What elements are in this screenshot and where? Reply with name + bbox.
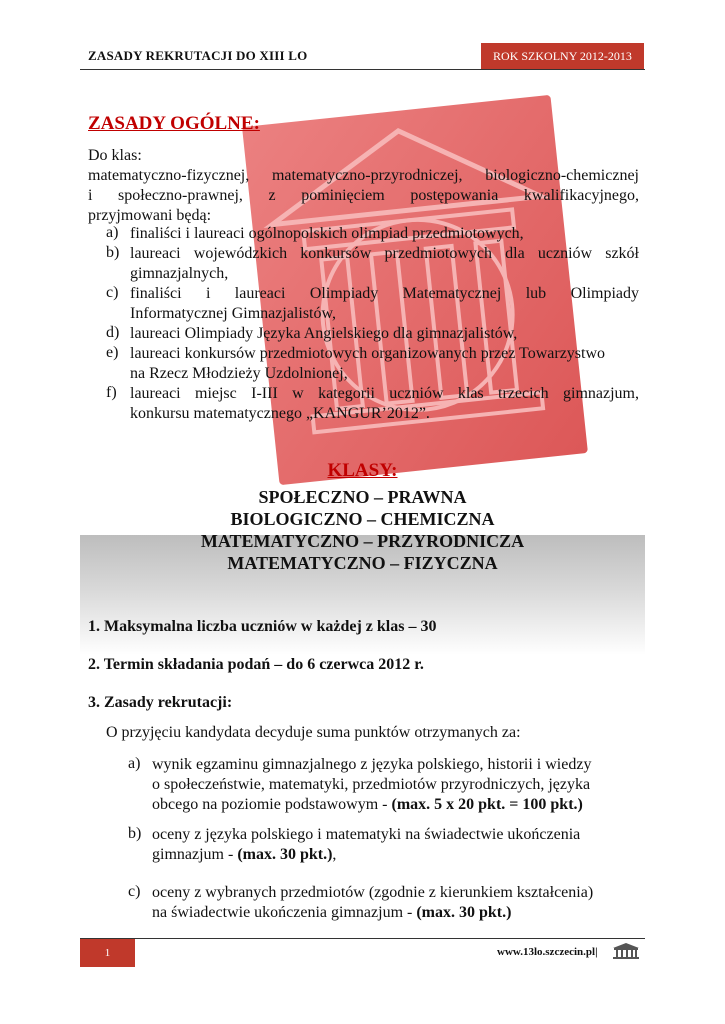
class-name: SPOŁECZNO – PRAWNA [258, 487, 467, 507]
page-number: 1 [80, 939, 135, 967]
criterion-label: b) [128, 825, 142, 842]
header-divider [80, 69, 645, 70]
school-building-icon [612, 942, 640, 960]
list-item: konkursu matematycznego „KANGUR’2012”. [130, 405, 430, 422]
rule-recruitment-heading: 3. Zasady rekrutacji: [88, 694, 233, 711]
footer-divider [80, 938, 645, 939]
list-item-label: a) [106, 224, 119, 241]
list-item-label: b) [106, 244, 120, 261]
list-item: Informatycznej Gimnazjalistów, [130, 305, 336, 322]
criterion-text: wynik egzaminu gimnazjalnego z języka polskiego, historii i wiedzy [152, 756, 592, 773]
criterion-text-part: gimnazjum - [152, 846, 238, 863]
classes-heading: KLASY: [327, 460, 398, 481]
class-name: BIOLOGICZNO – CHEMICZNA [230, 509, 495, 529]
list-item: laureaci wojewódzkich konkursów przedmiotowych dla uczniów szkół [130, 245, 639, 262]
class-name: MATEMATYCZNO – PRZYRODNICZA [200, 531, 525, 551]
classes-line-2: i społeczno-prawnej, z pominięciem postępowania kwalifikacyjnego, [88, 187, 639, 204]
criterion-text [152, 903, 511, 923]
criterion-text: oceny z wybranych przedmiotów (zgodnie z kierunkiem kształcenia) [152, 884, 594, 901]
class-name: MATEMATYCZNO – FIZYCZNA [227, 553, 498, 573]
rule-deadline: 2. Termin składania podań – do 6 czerwca 2012 r. [88, 656, 424, 673]
classes-line-1: matematyczno-fizycznej, matematyczno-przyrodniczej, biologiczno-chemicznej [88, 167, 639, 184]
criterion-text: oceny z języka polskiego i matematyki na świadectwie ukończenia [152, 826, 581, 843]
list-item: gimnazjalnych, [130, 265, 229, 282]
criterion-label: c) [128, 883, 141, 900]
footer-website-link[interactable]: www.13lo.szczecin.pl| [497, 946, 598, 958]
criterion-text: o społeczeństwie, matematyki, przedmiotów przyrodniczych, języka [152, 776, 591, 793]
criterion-points: (max. 30 pkt.) [416, 904, 512, 921]
list-item: laureaci Olimpiady Języka Angielskiego dla gimnazjalistów, [130, 325, 518, 342]
list-item: finaliści i laureaci ogólnopolskich olimpiad przedmiotowych, [130, 225, 524, 242]
general-rules-heading: ZASADY OGÓLNE: [88, 113, 260, 134]
list-item: na Rzecz Młodzieży Uzdolnionej, [130, 365, 348, 382]
rule-recruitment-intro: O przyjęciu kandydata decyduje suma punktów otrzymanych za: [106, 724, 521, 741]
criterion-text [152, 795, 583, 815]
list-item: laureaci konkursów przedmiotowych organizowanych przez Towarzystwo [130, 345, 606, 362]
criterion-text-part: obcego na poziomie podstawowym - [152, 796, 392, 813]
criterion-text [152, 845, 336, 865]
rule-max-students: 1. Maksymalna liczba uczniów w każdej z klas – 30 [88, 618, 437, 635]
criterion-points: (max. 5 x 20 pkt. = 100 pkt.) [391, 796, 583, 813]
list-item-label: e) [106, 344, 119, 361]
list-item: finaliści i laureaci Olimpiady Matematycznej lub Olimpiady [130, 285, 639, 302]
criterion-label: a) [128, 755, 141, 772]
criterion-points: (max. 30 pkt.) [237, 846, 333, 863]
document-header-title: ZASADY REKRUTACJI DO XIII LO [88, 48, 308, 63]
intro-line: Do klas: [88, 147, 142, 164]
list-item-label: f) [106, 384, 117, 401]
list-item: laureaci miejsc I-III w kategorii uczniów klas trzecich gimnazjum, [130, 385, 639, 402]
list-item-label: c) [106, 284, 119, 301]
criterion-text-part: na świadectwie ukończenia gimnazjum - [152, 904, 417, 921]
school-year-badge: ROK SZKOLNY 2012-2013 [481, 43, 644, 69]
list-item-label: d) [106, 324, 120, 341]
classes-line-3: przyjmowani będą: [88, 207, 212, 224]
criterion-text-tail: , [332, 846, 337, 863]
